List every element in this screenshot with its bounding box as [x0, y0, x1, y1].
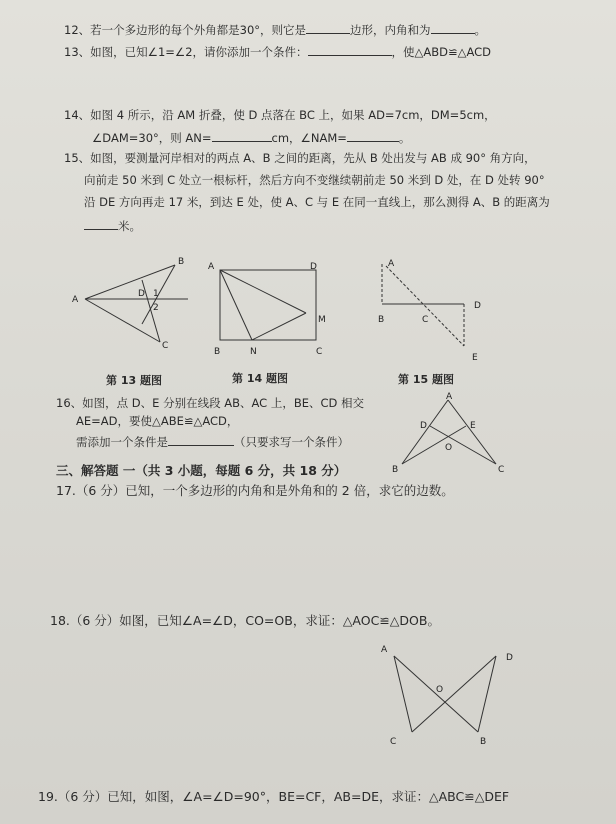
question-14-line-1 [64, 108, 496, 122]
question-13 [64, 44, 491, 59]
fig15-label-b: B [378, 315, 385, 325]
q15-line2: 向前走 50 米到 C 处立一根标杆，然后方向不变继续朝前走 50 米到 D 处，在 D 处转 90° [84, 173, 545, 187]
section-3-heading: 三、解答题 一（共 3 小题，每题 6 分，共 18 分） [56, 463, 347, 478]
fig15-label-d: D [474, 301, 481, 311]
question-14-line-2 [92, 130, 410, 145]
q12-mid: 边形，内角和为 [350, 23, 431, 37]
fig14-label-d: D [310, 262, 317, 272]
question-16-line-2 [76, 414, 238, 428]
question-19: 19.（6 分）已知，如图，∠A=∠D=90°，BE=CF，AB=DE，求证：△ABC≌△DEF [38, 789, 510, 804]
figure-15 [372, 256, 492, 366]
figure-18-svg [372, 640, 522, 754]
q16-line2: AE=AD，要使△ABE≌△ACD， [76, 414, 239, 428]
q16-blank[interactable] [168, 434, 234, 446]
q15-line1: 15、如图，要测量河岸相对的两点 A、B 之间的距离，先从 B 处出发与 AB 成 90° 角方向， [64, 151, 536, 165]
fig15-label-a: A [388, 259, 395, 269]
fig18-label-c: C [390, 737, 397, 747]
fig18-label-b: B [480, 737, 487, 747]
fig15-label-c: C [422, 315, 429, 325]
q15-line4: 米。 [118, 219, 141, 233]
question-18: 18.（6 分）如图，已知∠A=∠D，CO=OB，求证：△AOC≌△DOB。 [50, 613, 440, 628]
q14-line1: 14、如图 4 所示，沿 AM 折叠，使 D 点落在 BC 上，如果 AD=7cm，DM=5cm， [64, 108, 496, 122]
q16-line3a: 需添加一个条件是 [76, 435, 168, 449]
fig16-label-d: D [420, 421, 427, 431]
fig16-label-b: B [392, 465, 399, 475]
q14-line2c: 。 [398, 131, 411, 145]
fig16-label-c: C [498, 465, 505, 475]
figure-13 [70, 252, 200, 352]
q12-text: 12、若一个多边形的每个外角都是30°，则它是 [64, 23, 307, 37]
fig18-label-o: O [436, 685, 444, 695]
q14-line2a: ∠DAM=30°，则 AN= [92, 131, 212, 145]
figure-14-svg [206, 258, 336, 358]
fig18-label-d: D [506, 653, 513, 663]
question-12 [64, 22, 486, 37]
q15-line3: 沿 DE 方向再走 17 米，到达 E 处，使 A、C 与 E 在同一直线上，那么测得 A、B 的距离为 [84, 195, 550, 209]
q13-end: ，使△ABD≌△ACD [391, 45, 492, 59]
fig13-label-d: D [138, 289, 145, 299]
fig13-caption: 第 13 题图 [106, 374, 162, 387]
fig14-label-c: C [316, 347, 323, 357]
fig14-label-n: N [250, 347, 257, 357]
fig13-label-b: B [178, 257, 185, 267]
fig14-label-m: M [318, 315, 326, 325]
question-15-line-4 [84, 218, 141, 233]
q14-line2b: cm，∠NAM= [271, 131, 347, 145]
fig16-label-e: E [470, 421, 476, 431]
fig16-label-o: O [445, 443, 453, 453]
q13-blank[interactable] [308, 44, 392, 56]
q14-blank-1[interactable] [212, 130, 272, 142]
q13-text: 13、如图，已知∠1=∠2，请你添加一个条件： [64, 45, 308, 59]
figure-14 [206, 258, 336, 358]
fig16-label-a: A [446, 392, 453, 402]
fig15-caption: 第 15 题图 [398, 373, 454, 386]
fig18-label-a: A [381, 645, 388, 655]
fig14-label-b: B [214, 347, 221, 357]
fig13-label-1: 1 [153, 289, 159, 299]
question-17: 17.（6 分）已知，一个多边形的内角和是外角和的 2 倍，求它的边数。 [56, 483, 454, 498]
q12-end: 。 [474, 23, 487, 37]
q12-blank-1[interactable] [306, 22, 350, 34]
figure-18 [372, 640, 522, 754]
figure-13-svg [70, 252, 200, 352]
fig15-label-e: E [472, 353, 478, 363]
q12-blank-2[interactable] [431, 22, 475, 34]
q16-line3b: （只要求写一个条件） [234, 435, 349, 449]
q15-blank[interactable] [84, 218, 118, 230]
q14-blank-2[interactable] [347, 130, 399, 142]
question-15-line-2 [84, 173, 545, 187]
fig14-caption: 第 14 题图 [232, 372, 288, 385]
figure-16-svg [392, 394, 510, 474]
figure-15-svg [372, 256, 492, 366]
question-16-line-1 [56, 396, 364, 410]
question-15-line-3 [84, 195, 550, 209]
fig13-label-a: A [72, 295, 79, 305]
question-16-line-3 [76, 434, 349, 449]
q16-line1: 16、如图，点 D、E 分别在线段 AB、AC 上，BE、CD 相交 [56, 396, 365, 410]
figure-16 [392, 394, 510, 474]
question-15-line-1 [64, 151, 536, 165]
fig13-label-2: 2 [153, 303, 159, 313]
fig13-label-c: C [162, 341, 169, 351]
fig14-label-a: A [208, 262, 215, 272]
